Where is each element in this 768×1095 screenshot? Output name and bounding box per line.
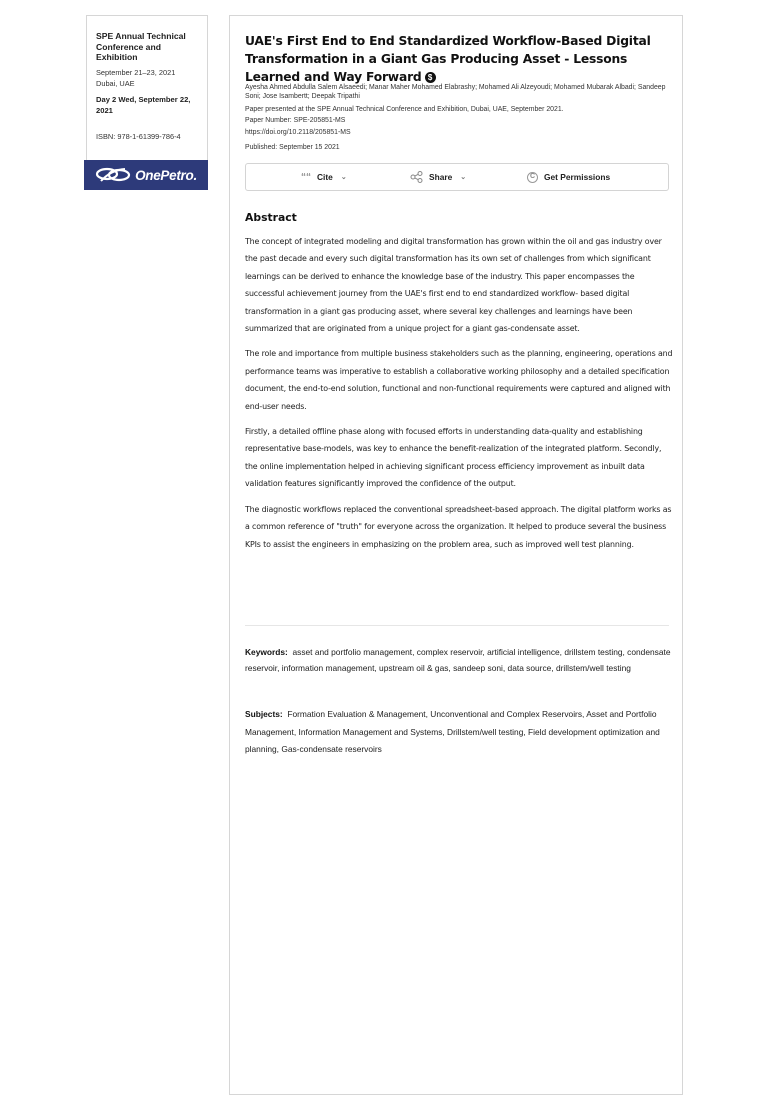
chevron-down-icon: ⌄ (460, 174, 467, 181)
subjects-list[interactable]: Formation Evaluation & Management, Unconventional and Complex Reservoirs, Asset and Portfolio Management, Information Management and Systems, Drillstem/well testing, Field development optimization and planning, Gas-condensate reservoirs (245, 709, 660, 754)
share-label: Share (429, 172, 453, 182)
cite-button[interactable] (301, 164, 347, 190)
abstract-paragraph: The role and importance from multiple business stakeholders such as the planning, engineering, operations and performance teams was imperative to establish a collaborative working philosophy and a detailed specification document, the end-to-end solution, functional and non-functional requirements were captured and aligned with end-user needs. (245, 349, 673, 411)
conference-isbn: ISBN: 978-1-61399-786-4 (96, 131, 181, 141)
conference-location: Dubai, UAE (96, 78, 135, 88)
keywords-list[interactable]: asset and portfolio management, complex reservoir, artificial intelligence, drillstem testing, condensate reservoir, information management, upstream oil & gas, sandeep soni, data source, drillstem/well testing (245, 647, 671, 673)
abstract-paragraph: The diagnostic workflows replaced the conventional spreadsheet-based approach. The digital platform works as a common reference of "truth" for everyone across the organization. It helped to produce several the business KPIs to assist the engineers in emphasizing on the problem area, such as improved well test planning. (245, 504, 672, 549)
copyright-icon: C (527, 172, 538, 183)
section-divider (245, 625, 669, 626)
abstract-paragraph: Firstly, a detailed offline phase along with focused efforts in understanding data-quality and establishing representative base-models, was key to enhance the benefit-realization of the integrated platform. Secondly, the online implementation helped in achieving significant process efficiency improvement as inbuilt data validation features significantly improved the confidence of the output. (245, 427, 662, 489)
abstract-heading: Abstract (245, 211, 297, 224)
abstract-paragraph: The concept of integrated modeling and digital transformation has grown within the oil and gas industry over the past decade and every such digital transformation has its own set of challenges from which significant learnings can be derived to enhance the knowledge base of the industry. This paper encompasses the successful achievement journey from the UAE's first end to end standardized workflow- based digital transformation in a giant gas producing asset, where several key challenges and learnings have been summarized that are originated from a unique project for a giant gas-condensate asset. (245, 237, 662, 334)
conference-day[interactable]: Day 2 Wed, September 22, 2021 (96, 94, 191, 115)
paper-published-date: Published: September 15 2021 (245, 144, 340, 151)
get-permissions-button[interactable] (527, 164, 610, 190)
conference-dates (96, 67, 198, 89)
share-button[interactable] (410, 164, 466, 190)
paper-number: Paper Number: SPE-205851-MS (245, 117, 346, 124)
subjects-section (245, 706, 673, 759)
conference-title[interactable]: SPE Annual Technical Conference and Exhibition (96, 31, 186, 62)
onepetro-swoosh-icon (95, 166, 131, 184)
keywords-label: Keywords: (245, 647, 288, 657)
article-panel (229, 15, 683, 1095)
paper-title (245, 32, 665, 86)
paper-doi-link[interactable]: https://doi.org/10.2118/205851-MS (245, 129, 351, 136)
paper-presented-at: Paper presented at the SPE Annual Technical Conference and Exhibition, Dubai, UAE, September 2021. (245, 106, 564, 113)
conference-info-panel (86, 15, 208, 160)
dollar-icon: $ (425, 72, 436, 83)
subjects-label: Subjects: (245, 709, 283, 719)
abstract-body (245, 233, 673, 561)
onepetro-brand-text: OnePetro. (135, 167, 197, 183)
cite-label: Cite (317, 172, 333, 182)
conference-date-range: September 21–23, 2021 (96, 67, 176, 77)
paper-authors[interactable]: Ayesha Ahmed Abdulla Salem Alsaeedi; Manar Maher Mohamed Elabrashy; Mohamed Ali Alzeyoudi; Mohamed Mubarak Albadi; Sandeep Soni; Jose Isambertt; Deepak Tripathi (245, 84, 666, 100)
article-toolbar (245, 163, 669, 191)
chevron-down-icon: ⌄ (340, 174, 347, 181)
permissions-label: Get Permissions (544, 172, 611, 182)
onepetro-logo[interactable] (84, 160, 208, 190)
share-icon (410, 171, 423, 183)
paper-title-text: UAE's First End to End Standardized Workflow-Based Digital Transformation in a Giant Gas Producing Asset - Lessons Learned and Way Forward (245, 34, 651, 84)
quote-icon: ““ (301, 171, 311, 183)
keywords-section (245, 645, 673, 676)
